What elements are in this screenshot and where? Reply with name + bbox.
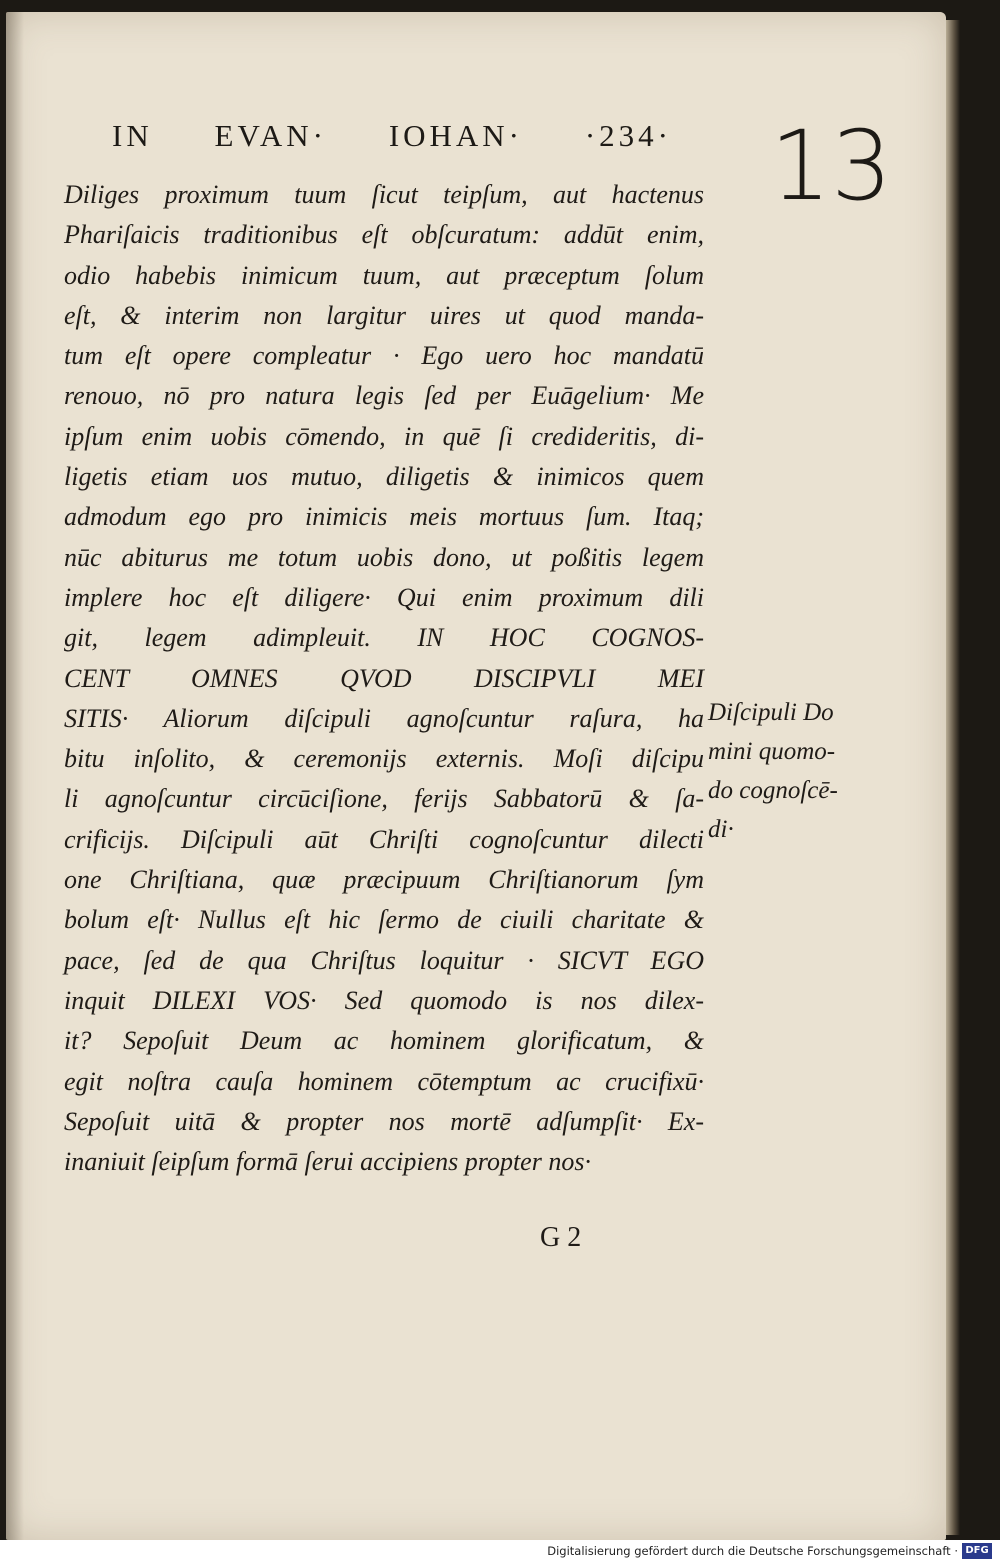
running-head-part: EVAN· [214, 118, 327, 153]
page-edge [946, 20, 960, 1535]
text-line: CENT OMNES QVOD DISCIPVLI MEI [64, 663, 704, 693]
running-head [112, 118, 672, 166]
page-number: ·234· [584, 118, 672, 153]
signature-mark: G 2 [540, 1222, 582, 1253]
marginal-note [708, 693, 878, 849]
running-head-part: IOHAN· [388, 118, 524, 153]
funding-credit: Digitalisierung gefördert durch die Deutsche Forschungsgemeinschaft · [547, 1544, 958, 1558]
text-line: bolum eſt· Nullus eſt hic ſermo de ciuili charitate & [64, 905, 704, 935]
marginal-note-line: Diſcipuli Do [708, 699, 834, 726]
text-line: inaniuit ſeipſum formā ſerui accipiens propter nos· [64, 1147, 591, 1177]
text-line: admodum ego pro inimicis meis mortuus ſum. Itaq; [64, 502, 704, 532]
text-line: bitu inſolito, & ceremonijs externis. Moſi diſcipu [64, 744, 704, 774]
text-line: SITIS· Aliorum diſcipuli agnoſcuntur raſura, ha [64, 703, 704, 733]
text-line: implere hoc eſt diligere· Qui enim proximum dili [64, 582, 704, 612]
text-line: it? Sepoſuit Deum ac hominem glorificatum, & [64, 1026, 704, 1056]
text-line: odio habebis inimicum tuum, aut præceptum ſolum [64, 260, 704, 290]
handwritten-folio-number: 13 [770, 110, 893, 222]
text-line: eſt, & interim non largitur uires ut quod manda- [64, 300, 704, 330]
dfg-logo: DFG [962, 1543, 992, 1559]
marginal-note-line: do cognoſcē- [708, 777, 838, 804]
text-line: ligetis etiam uos mutuo, diligetis & inimicos quem [64, 462, 704, 492]
running-head-part: IN [112, 118, 153, 153]
text-line: inquit DILEXI VOS· Sed quomodo is nos dilex- [64, 985, 704, 1015]
text-line: pace, ſed de qua Chriſtus loquitur · SICVT EGO [64, 945, 704, 975]
text-line: egit noſtra cauſa hominem cōtemptum ac crucifixū· [64, 1066, 704, 1096]
text-line: git, legem adimpleuit. IN HOC COGNOS- [64, 623, 704, 653]
gutter-shadow [6, 12, 24, 1540]
text-line: renouo, nō pro natura legis ſed per Euāgelium· Me [64, 381, 704, 411]
text-line: Diliges proximum tuum ſicut teipſum, aut hactenus [64, 180, 704, 209]
text-line: crificijs. Diſcipuli aūt Chriſti cognoſcuntur dilecti [64, 824, 704, 854]
footer-bar [0, 1540, 1000, 1565]
text-line: Sepoſuit uitā & propter nos mortē adſumpſit· Ex- [64, 1106, 704, 1136]
body-text [64, 175, 704, 1182]
text-line: tum eſt opere compleatur · Ego uero hoc mandatū [64, 341, 704, 371]
text-line: ipſum enim uobis cōmendo, in quē ſi credideritis, di- [64, 421, 704, 451]
marginal-note-line: mini quomo- [708, 738, 836, 765]
marginal-note-line: di· [708, 816, 734, 843]
text-line: nūc abiturus me totum uobis dono, ut poßitis legem [64, 542, 704, 572]
text-line: one Chriſtiana, quæ præcipuum Chriſtianorum ſym [64, 865, 704, 895]
text-line: li agnoſcuntur circūciſione, ferijs Sabbatorū & ſa- [64, 784, 704, 814]
text-line: Phariſaicis traditionibus eſt obſcuratum: addūt enim, [64, 220, 704, 250]
